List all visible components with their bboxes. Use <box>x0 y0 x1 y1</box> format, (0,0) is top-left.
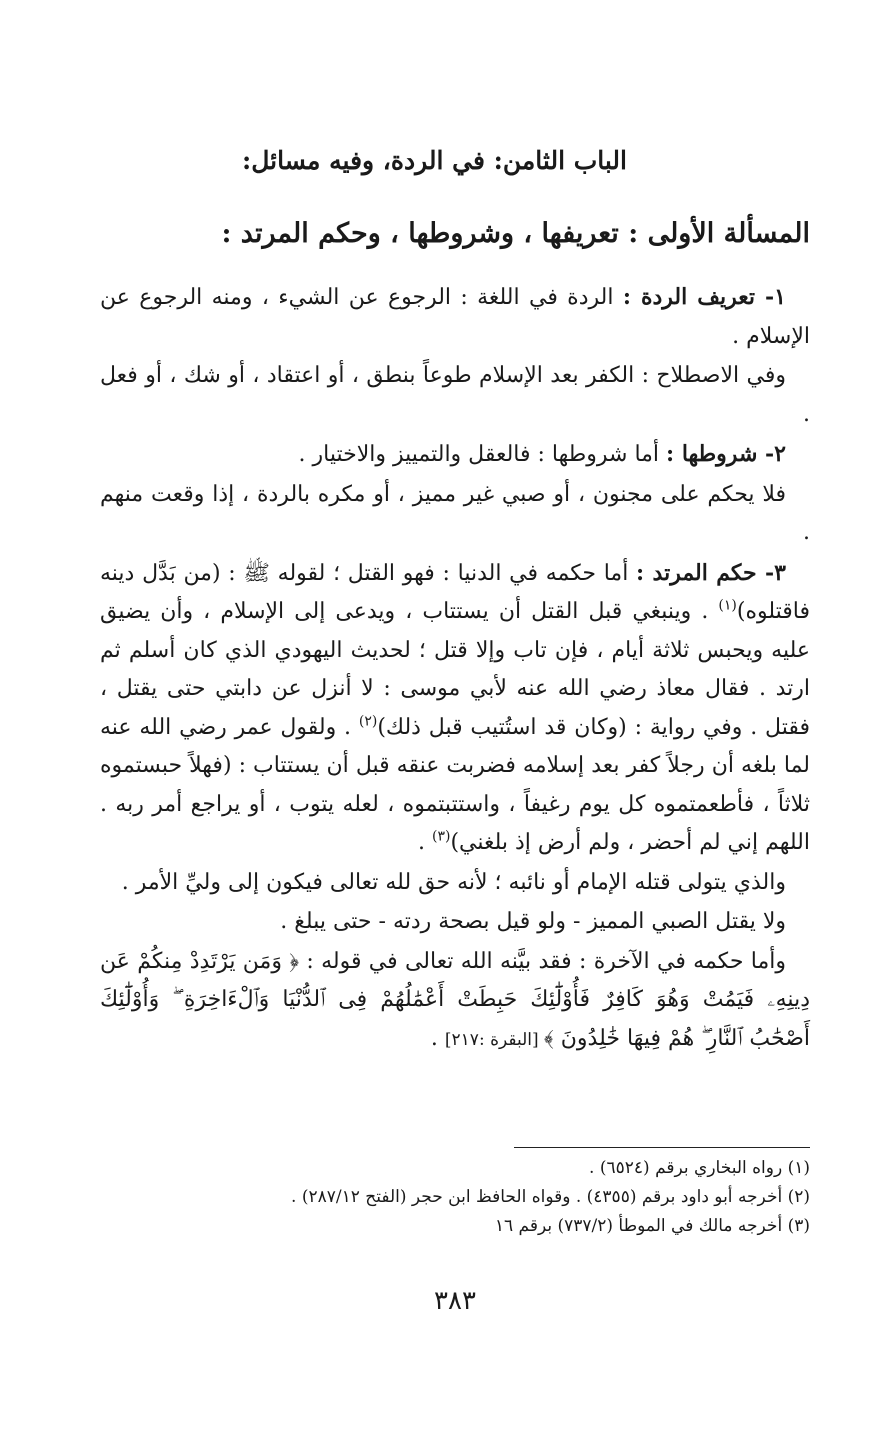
definition-text: الردة في اللغة : الرجوع عن الشيء ، ومنه الرجوع عن الإسلام . <box>100 285 810 349</box>
footnote-1: (١) رواه البخاري برقم (٦٥٢٤) . <box>589 1158 810 1178</box>
paragraph-minor: ولا يقتل الصبي المميز - ولو قيل بصحة ردته - حتى يبلغ . <box>280 909 786 934</box>
issue-title: المسألة الأولى : تعريفها ، وشروطها ، وحكم المرتد : <box>221 218 810 249</box>
ruling-text-a: أما حكمه في الدنيا : فهو القتل ؛ لقوله ﷺ : (من بَدَّل دينه فاقتلوه) <box>100 560 810 624</box>
paragraph-conditions <box>100 435 810 475</box>
hereafter-text: وأما حكمه في الآخرة : فقد بيَّنه الله تعالى في قوله : <box>299 948 786 974</box>
ruling-text-b: . وينبغي قبل القتل أن يستتاب ، ويدعى إلى الإسلام ، وأن يضيق عليه ويحبس ثلاثة أيام ، فإن تاب وإلا قتل ؛ لحديث اليهودي الذي كان أسلم ثم ارتد . فقال معاذ رضي الله عنه لأبي موسى : لا أنزل عن دابتي حتى يقتل ، فقتل . وفي رواية : (وكان قد استُتيب قبل ذلك) <box>100 599 811 740</box>
conditions-label: ٢- شروطها : <box>666 441 786 467</box>
conditions-text: أما شروطها : فالعقل والتمييز والاختيار . <box>298 442 667 467</box>
footnote-ref-3[interactable]: (٣) <box>431 828 451 845</box>
paragraph-exemptions: فلا يحكم على مجنون ، أو صبي غير مميز ، أو مكره بالردة ، إذا وقعت منهم . <box>100 481 810 545</box>
paragraph-ruling <box>100 554 810 863</box>
definition-label: ١- تعريف الردة : <box>622 284 786 310</box>
paragraph-terminology: وفي الاصطلاح : الكفر بعد الإسلام طوعاً بنطق ، أو اعتقاد ، أو شك ، أو فعل . <box>100 363 810 427</box>
paragraph-executor: والذي يتولى قتله الإمام أو نائبه ؛ لأنه حق لله تعالى فيكون إلى وليِّ الأمر . <box>121 869 786 895</box>
footnote-2: (٢) أخرجه أبو داود برقم (٤٣٥٥) . وقواه الحافظ ابن حجر (الفتح ٢٨٧/١٢) . <box>291 1187 810 1207</box>
chapter-title: الباب الثامن: في الردة، وفيه مسائل: <box>242 146 627 175</box>
verse-reference: [البقرة :٢١٧] <box>444 1029 545 1050</box>
ruling-label: ٣- حكم المرتد : <box>636 559 786 586</box>
footnotes <box>100 1154 810 1241</box>
hereafter-end: . <box>430 1025 445 1051</box>
ruling-text-c: . ولقول عمر رضي الله عنه لما بلغه أن رجلاً كفر بعد إسلامه فضربت عنقه قبل أن يستتاب : (فهلاً حبستموه ثلاثاً ، فأطعمتموه كل يوم رغيفاً ، واستتبتموه ، لعله يتوب ، أو يراجع أمر ربه . اللهم إني لم أحضر ، ولم أرض إذ بلغني) <box>100 714 810 855</box>
ruling-text-d: . <box>417 830 432 855</box>
quran-verse: ﴿ وَمَن يَرْتَدِدْ مِنكُمْ عَن دِينِهِۦ فَيَمُتْ وَهُوَ كَافِرٌ فَأُوْلَٰٓئِكَ حَبِطَتْ أَعْمَٰلُهُمْ فِى ٱلدُّنْيَا وَٱلْءَاخِرَةِ ۖ وَأُوْلَٰٓئِكَ أَصْحَٰبُ ٱلنَّارِ ۖ هُمْ فِيهَا خَٰلِدُونَ ﴾ <box>100 948 810 1051</box>
paragraph-definition <box>100 278 810 356</box>
book-page <box>100 0 810 1433</box>
paragraph-hereafter <box>100 943 810 1060</box>
page-number: ٣٨٣ <box>434 1286 476 1316</box>
body-text <box>100 278 810 1060</box>
footnote-ref-1[interactable]: (١) <box>718 597 737 614</box>
footnote-divider <box>514 1147 810 1148</box>
footnote-3: (٣) أخرجه مالك في الموطأ (٧٣٧/٢) برقم ١٦ <box>494 1216 810 1236</box>
footnote-ref-2[interactable]: (٢) <box>358 713 378 730</box>
